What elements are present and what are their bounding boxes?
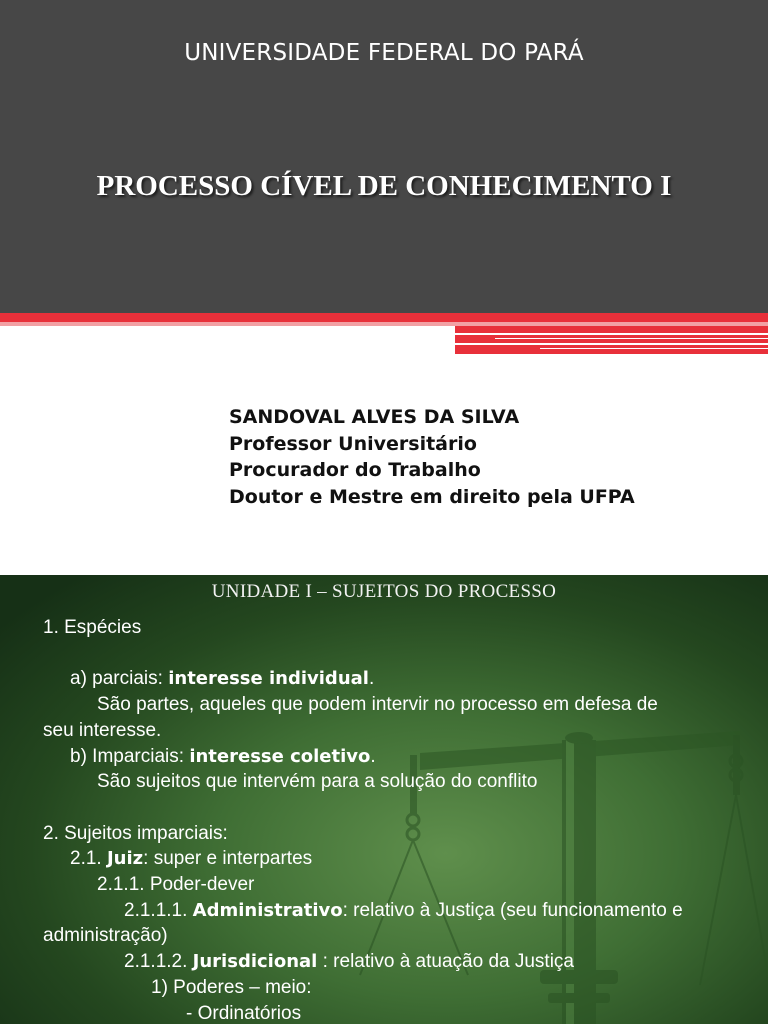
list-item bbox=[43, 666, 753, 692]
list-item bbox=[43, 744, 753, 770]
list-item: São partes, aqueles que podem intervir no processo em defesa de bbox=[97, 694, 658, 716]
list-item: 1) Poderes – meio: bbox=[151, 976, 312, 998]
list-item: 1. Espécies bbox=[43, 617, 142, 638]
course-title: PROCESSO CÍVEL DE CONHECIMENTO I bbox=[96, 170, 672, 202]
text: . bbox=[370, 745, 376, 767]
white-line bbox=[455, 343, 768, 345]
bold-text: interesse coletivo bbox=[189, 745, 371, 767]
text: : super e interpartes bbox=[143, 848, 313, 870]
bold-text: interesse individual bbox=[168, 668, 369, 690]
white-line bbox=[455, 333, 768, 335]
text: b) Imparciais: bbox=[70, 745, 190, 767]
author-block bbox=[229, 404, 635, 510]
text: . bbox=[368, 668, 375, 690]
university-name: UNIVERSIDADE FEDERAL DO PARÁ bbox=[184, 40, 584, 66]
author-name: SANDOVAL ALVES DA SILVA bbox=[229, 406, 520, 428]
list-item bbox=[43, 846, 753, 872]
text: : relativo à atuação da Justiça bbox=[317, 951, 574, 973]
list-item: seu interesse. bbox=[43, 719, 162, 741]
white-line bbox=[540, 348, 768, 349]
author-role: Professor Universitário bbox=[229, 432, 477, 455]
bold-text: Juiz bbox=[106, 848, 144, 870]
content-slide bbox=[0, 575, 768, 1024]
spacer bbox=[43, 641, 753, 667]
spacer bbox=[43, 795, 753, 821]
author-degree: Doutor e Mestre em direito pela UFPA bbox=[229, 485, 635, 508]
slide-title: UNIDADE I – SUJEITOS DO PROCESSO bbox=[211, 581, 557, 602]
text: a) parciais: bbox=[70, 668, 169, 690]
bold-text: Administrativo bbox=[192, 899, 343, 921]
list-item: administração) bbox=[43, 925, 168, 947]
text: 2.1. bbox=[70, 848, 107, 870]
text: : relativo à Justiça (seu funcionamento e bbox=[342, 899, 683, 921]
text: 2.1.1.1. bbox=[124, 899, 193, 921]
text: 2.1.1.2. bbox=[124, 951, 193, 973]
red-stripe bbox=[0, 313, 768, 322]
white-line bbox=[495, 338, 768, 339]
bold-text: Jurisdicional bbox=[192, 951, 318, 973]
red-stripe-lower bbox=[455, 326, 768, 354]
author-role: Procurador do Trabalho bbox=[229, 459, 481, 481]
slide-body bbox=[43, 615, 753, 1024]
list-item bbox=[43, 949, 753, 975]
list-item: 2.1.1. Poder-dever bbox=[97, 874, 255, 895]
list-item: 2. Sujeitos imparciais: bbox=[43, 822, 228, 844]
list-item: São sujeitos que intervém para a solução do conflito bbox=[97, 771, 538, 793]
list-item: - Ordinatórios bbox=[186, 1002, 302, 1024]
list-item bbox=[43, 898, 753, 924]
